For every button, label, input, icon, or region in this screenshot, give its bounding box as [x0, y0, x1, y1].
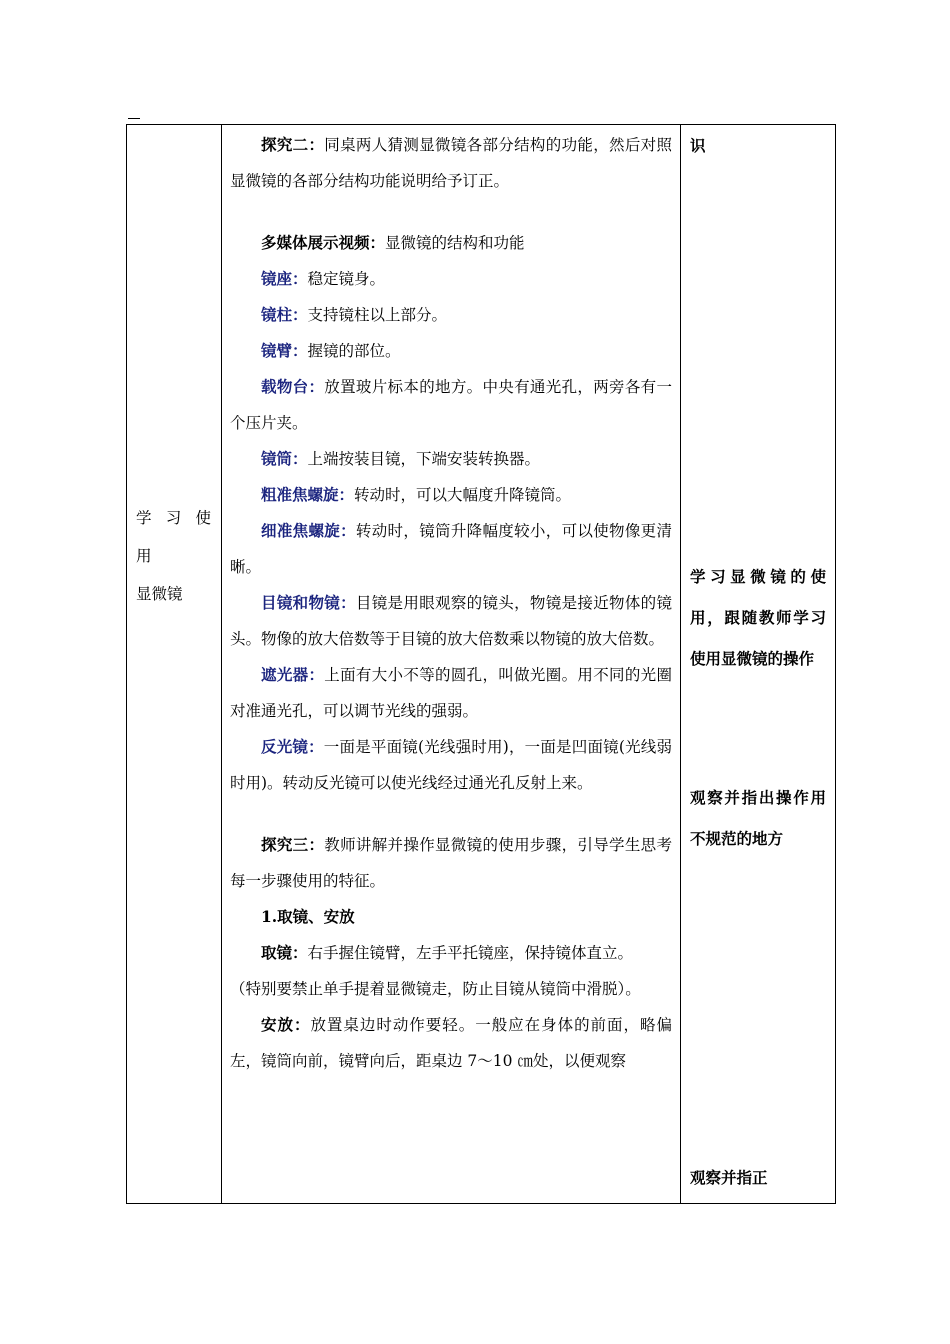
part-term: 镜座： — [261, 269, 308, 288]
part-paragraph — [230, 585, 672, 657]
place-label: 安放： — [261, 1015, 311, 1034]
spacer — [230, 199, 672, 225]
part-desc: 握镜的部位。 — [307, 342, 401, 360]
part-term: 目镜和物镜： — [261, 593, 356, 612]
explore-two-paragraph — [230, 127, 672, 199]
explore-two-text: 同桌两人猜测显微镜各部分结构的功能，然后对照显微镜的各部分结构功能说明给予订正。 — [230, 136, 672, 190]
part-term: 镜臂： — [261, 341, 308, 360]
part-term: 反光镜： — [261, 737, 324, 756]
part-term: 粗准焦螺旋： — [261, 485, 355, 504]
part-paragraph — [230, 657, 672, 729]
part-paragraph — [230, 297, 672, 333]
part-paragraph — [230, 441, 672, 477]
part-term: 镜筒： — [261, 449, 308, 468]
part-desc: 转动时，可以大幅度升降镜筒。 — [354, 486, 572, 504]
student-text-3: 观察并指出操作用不规范的地方 — [690, 788, 826, 848]
part-term: 镜柱： — [261, 305, 308, 324]
part-desc: 上端按装目镜，下端安装转换器。 — [307, 450, 541, 468]
teacher-activity-cell — [222, 125, 681, 1204]
part-paragraph — [230, 729, 672, 801]
part-paragraph — [230, 333, 672, 369]
part-paragraph — [230, 369, 672, 441]
video-label: 多媒体展示视频： — [261, 233, 386, 252]
part-desc: 放置玻片标本的地方。中央有通光孔，两旁各有一个压片夹。 — [230, 378, 672, 432]
topic-line-1: 学习使用 — [136, 509, 216, 565]
explore-two-label: 探究二： — [261, 135, 325, 154]
place-paragraph — [230, 1007, 672, 1079]
video-text: 显微镜的结构和功能 — [385, 234, 525, 252]
part-desc: 目镜是用眼观察的镜头，物镜是接近物体的镜头。物像的放大倍数等于目镜的放大倍数乘以物镜的放大倍数。 — [230, 594, 672, 648]
topic-label — [136, 499, 216, 613]
lesson-plan-table — [126, 124, 836, 1204]
take-note — [230, 971, 672, 1007]
take-note-text: （特别要禁止单手提着显微镜走，防止目镜从镜筒中滑脱）。 — [230, 980, 641, 998]
part-desc: 稳定镜身。 — [307, 270, 386, 288]
part-term: 细准焦螺旋： — [261, 521, 356, 540]
explore-three-text: 教师讲解并操作显微镜的使用步骤，引导学生思考每一步骤使用的特征。 — [230, 836, 672, 890]
page-corner-mark — [128, 118, 140, 119]
part-desc: 转动时，镜筒升降幅度较小，可以使物像更清晰。 — [230, 522, 672, 576]
take-label: 取镜： — [261, 943, 308, 962]
part-term: 载物台： — [261, 377, 325, 396]
video-paragraph — [230, 225, 672, 261]
student-text-4: 观察并指正 — [690, 1168, 768, 1187]
step-one-heading: 1.取镜、安放 — [261, 907, 355, 926]
topic-line-2: 显微镜 — [136, 585, 183, 603]
place-text: 放置桌边时动作要轻。一般应在身体的前面，略偏左，镜筒向前，镜臂向后，距桌边 7～10 ㎝处，以便观察 — [230, 1016, 672, 1070]
student-text-1: 识 — [690, 136, 706, 155]
table-row — [127, 125, 836, 1204]
part-paragraph — [230, 513, 672, 585]
part-term: 遮光器： — [261, 665, 325, 684]
part-paragraph — [230, 477, 672, 513]
take-text: 右手握住镜臂，左手平托镜座，保持镜体直立。 — [307, 944, 634, 962]
part-paragraph — [230, 261, 672, 297]
step-heading — [230, 899, 672, 935]
explore-three-paragraph — [230, 827, 672, 899]
student-text-2: 学习显微镜的使用，跟随教师学习使用显微镜的操作 — [690, 567, 826, 668]
take-paragraph — [230, 935, 672, 971]
topic-cell — [127, 125, 222, 1204]
part-desc: 一面是平面镜(光线强时用)，一面是凹面镜(光线弱时用)。转动反光镜可以使光线经过通光孔反射上来。 — [230, 738, 672, 792]
student-activity-cell — [681, 125, 836, 1204]
part-desc: 上面有大小不等的圆孔，叫做光圈。用不同的光圈对准通光孔，可以调节光线的强弱。 — [230, 666, 672, 720]
spacer — [230, 801, 672, 827]
explore-three-label: 探究三： — [261, 835, 325, 854]
part-desc: 支持镜柱以上部分。 — [307, 306, 448, 324]
